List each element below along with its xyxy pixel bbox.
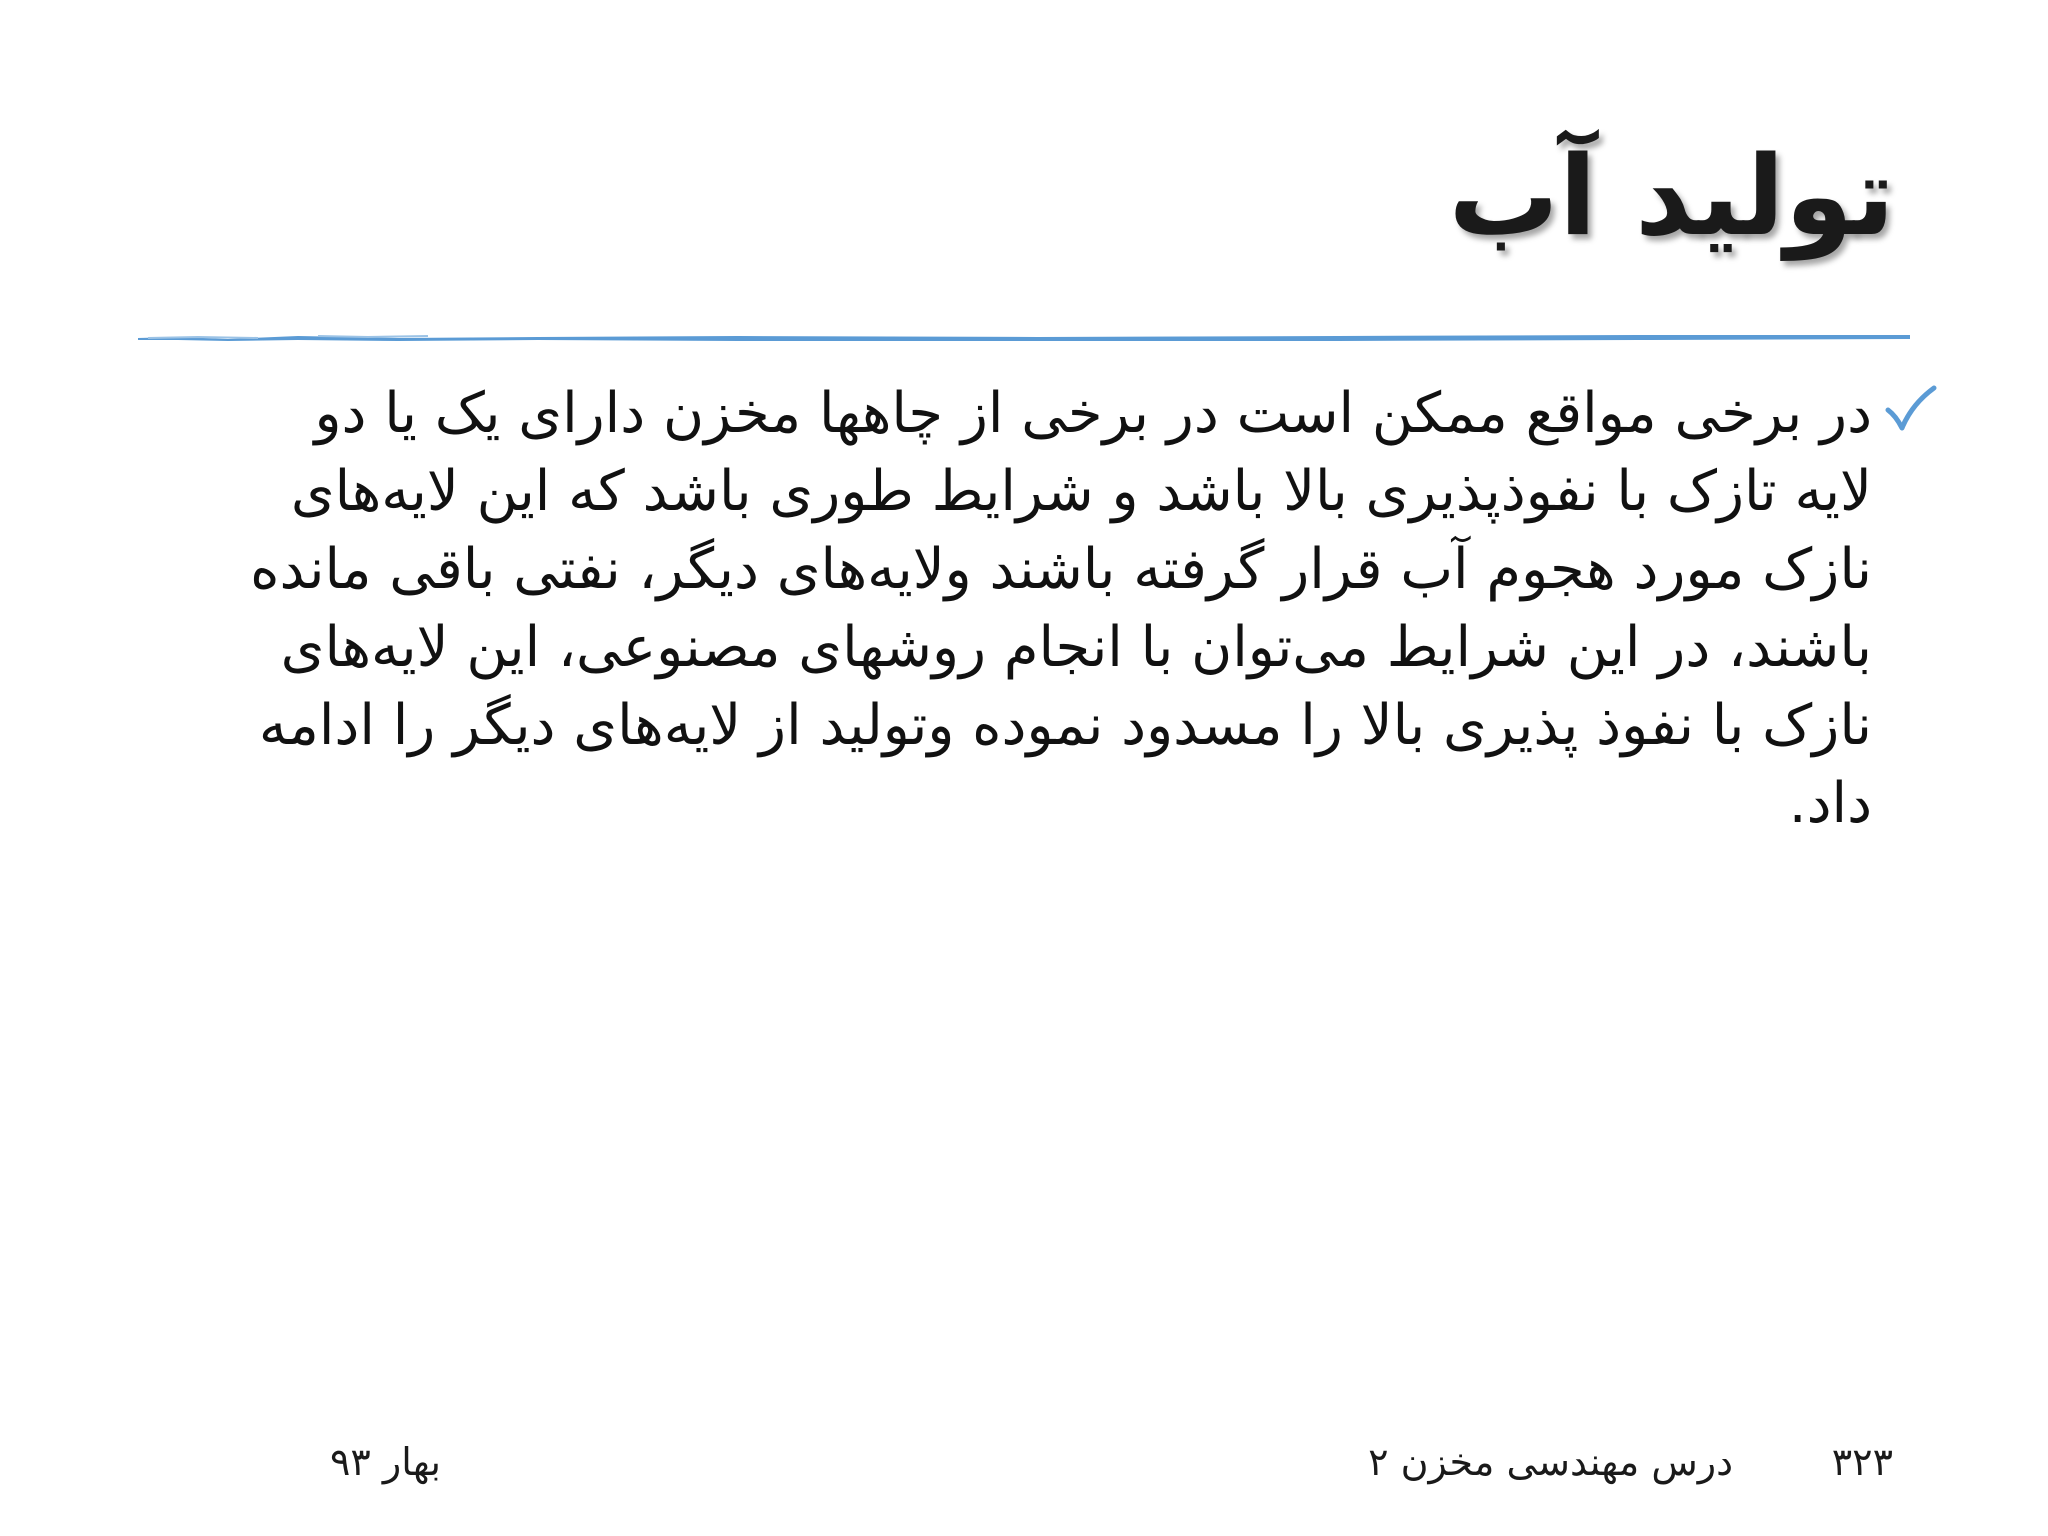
slide-body <box>168 375 1938 843</box>
footer-course-name: درس مهندسی مخزن ۲ <box>1368 1440 1733 1484</box>
slide-title: تولید آب <box>1448 132 1895 260</box>
footer-term: بهار ۹۳ <box>330 1440 441 1484</box>
check-icon <box>1878 381 1938 459</box>
bullet-text: در برخی مواقع ممکن است در برخی از چاهها مخزن دارای یک یا دو لایه تازک با نفوذپذیری بالا باشد و شرایط طوری باشد که این لایه‌های نازک مورد هجوم آب قرار گرفته باشند ولایه‌های دیگر، نفتی باقی مانده باشند، در این شرایط می‌توان با انجام روشهای مصنوعی، این لایه‌های نازک با نفوذ پذیری بالا را مسدود نموده وتولید از لایه‌های دیگر را ادامه داد. <box>250 381 1872 836</box>
footer-page-number: ۳۲۳ <box>1831 1440 1893 1484</box>
bullet-item <box>168 375 1938 843</box>
title-divider <box>138 330 1910 346</box>
